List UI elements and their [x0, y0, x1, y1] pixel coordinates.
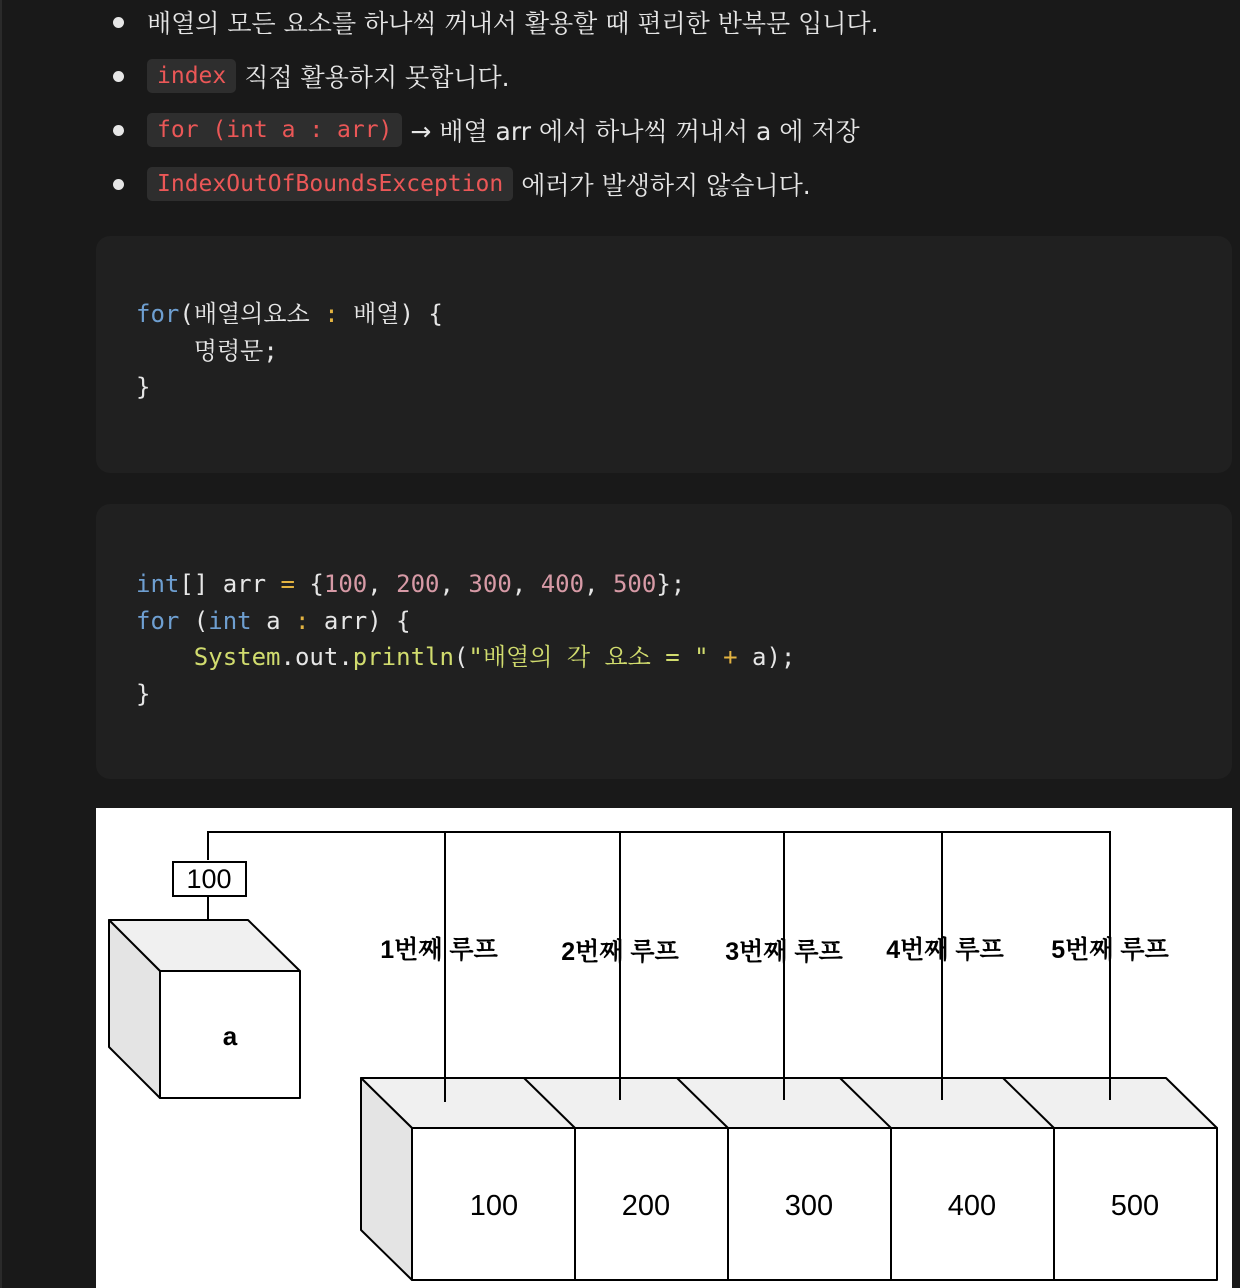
inline-code: IndexOutOfBoundsException	[147, 167, 513, 201]
code-number: 200	[396, 570, 440, 598]
code-number: 500	[612, 570, 657, 598]
code-identifier: 배열의요소	[193, 300, 310, 328]
code-number: 300	[468, 570, 512, 598]
sidebar-edge	[0, 0, 2, 1288]
code-text: int[] arr = {100, 200, 300, 400, 500}; for (int a : arr) { System.out.println("배열의 각 요소 = " + a); }	[136, 570, 796, 708]
bullet-dot-icon	[113, 125, 124, 136]
loop-label: 3번째 루프	[725, 938, 843, 966]
code-block-example[interactable]	[96, 504, 1232, 779]
code-field: out	[294, 643, 339, 671]
code-operator: +	[723, 643, 738, 671]
bullet-text: 에러가 발생하지 않습니다.	[521, 171, 811, 200]
code-keyword: int	[208, 606, 252, 635]
code-operator: =	[280, 570, 295, 598]
array-boxes	[361, 1078, 1217, 1280]
code-statement: 명령문;	[193, 336, 278, 365]
list-item	[110, 164, 811, 204]
code-operator: :	[294, 606, 310, 635]
list-item	[110, 56, 510, 96]
foreach-diagram	[96, 808, 1232, 1288]
code-keyword: int	[136, 570, 180, 598]
code-identifier: a	[266, 606, 281, 635]
code-method: println	[352, 643, 454, 671]
code-keyword: for	[136, 606, 180, 635]
bullet-dot-icon	[113, 179, 124, 190]
loop-label: 5번째 루프	[1051, 936, 1169, 964]
code-identifier: arr	[222, 570, 267, 598]
code-keyword: for	[136, 300, 180, 328]
code-operator: :	[324, 300, 339, 328]
array-value: 300	[784, 1190, 834, 1222]
code-text: for(배열의요소 : 배열) { 명령문; }	[136, 300, 443, 401]
array-value: 500	[1110, 1190, 1160, 1222]
inline-code: index	[147, 59, 236, 93]
diagram-svg	[96, 808, 1232, 1288]
array-top	[361, 1078, 1217, 1128]
code-string: "배열의 각 요소 = "	[468, 643, 709, 671]
bullet-dot-icon	[113, 71, 124, 82]
bullet-text: 배열의 모든 요소를 하나씩 꺼내서 활용할 때 편리한 반복문 입니다.	[147, 9, 879, 38]
bullet-text: 직접 활용하지 못합니다.	[244, 63, 510, 92]
list-item	[110, 110, 860, 150]
array-value: 100	[469, 1190, 519, 1222]
code-block-syntax[interactable]	[96, 236, 1232, 473]
connector-lines	[208, 832, 1110, 1102]
inline-code: for (int a : arr)	[147, 113, 402, 147]
code-identifier: a	[751, 643, 767, 671]
code-identifier: arr	[323, 606, 368, 635]
list-item	[110, 2, 879, 42]
array-value: 400	[947, 1190, 997, 1222]
loop-label: 1번째 루프	[380, 936, 498, 964]
variable-label: a	[222, 1021, 238, 1051]
current-value: 100	[186, 864, 232, 894]
variable-cube	[109, 920, 300, 1098]
array-value: 200	[621, 1190, 671, 1222]
connector-line	[208, 832, 1110, 1100]
bullet-text: → 배열 arr 에서 하나씩 꺼내서 a 에 저장	[410, 117, 860, 146]
bullet-dot-icon	[113, 17, 124, 28]
loop-label: 4번째 루프	[886, 936, 1004, 964]
loop-labels	[380, 935, 1169, 966]
code-number: 400	[540, 570, 585, 598]
code-number: 100	[323, 570, 368, 598]
code-class: System	[193, 643, 281, 671]
code-identifier: 배열	[353, 300, 400, 328]
loop-label: 2번째 루프	[561, 938, 679, 966]
